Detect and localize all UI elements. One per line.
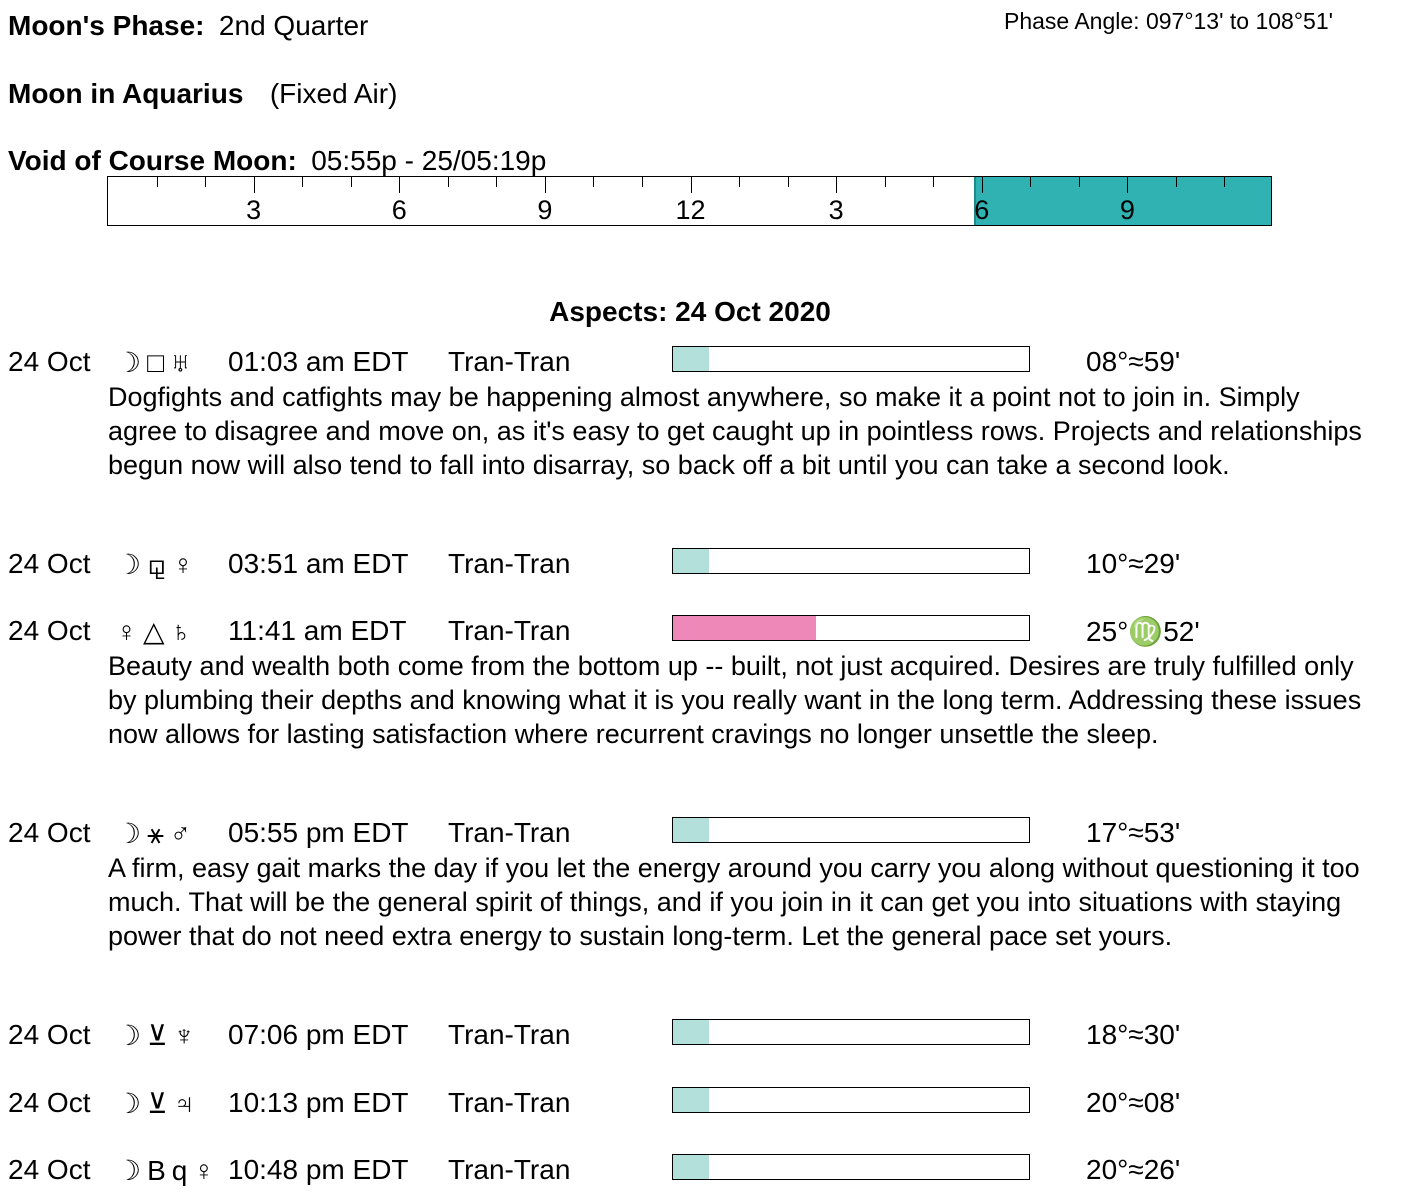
aspect-strength-bar [672, 615, 1030, 641]
aspect-strength-bar [672, 1019, 1030, 1045]
aspect-position: 08°≈59' [1086, 346, 1181, 377]
moon-sign-row [8, 78, 397, 110]
timeline-tick [545, 177, 546, 193]
aspect-date: 24 Oct [8, 1087, 91, 1118]
aspect-strength-fill [673, 347, 709, 371]
aspect-time: 03:51 am EDT [228, 548, 409, 579]
timeline-tick [254, 177, 255, 193]
aspect-date: 24 Oct [8, 548, 91, 579]
timeline-tick [933, 177, 934, 187]
timeline-tick [788, 177, 789, 187]
timeline-tick [593, 177, 594, 187]
aspect-type: Tran-Tran [448, 817, 571, 848]
timeline-hour-label: 3 [828, 195, 844, 225]
aspect-strength-bar [672, 1087, 1030, 1113]
phase-angle: Phase Angle: 097°13' to 108°51' [1004, 8, 1333, 34]
timeline-hour-label: 9 [1119, 195, 1135, 225]
aspect-time: 11:41 am EDT [228, 615, 407, 646]
timeline-tick [351, 177, 352, 187]
aspect-strength-fill [673, 1155, 709, 1179]
timeline-tick [1079, 177, 1080, 187]
aspect-position: 20°≈26' [1086, 1154, 1181, 1185]
aspect-strength-bar [672, 1154, 1030, 1180]
timeline-tick [739, 177, 740, 187]
aspect-date: 24 Oct [8, 1154, 91, 1185]
aspect-strength-fill [673, 549, 709, 573]
moon-phase-row [8, 10, 368, 42]
timeline-tick [157, 177, 158, 187]
aspect-strength-fill [673, 818, 709, 842]
aspect-type: Tran-Tran [448, 615, 571, 646]
aspect-strength-fill [673, 616, 816, 640]
aspect-strength-bar [672, 817, 1030, 843]
aspect-description: Dogfights and catfights may be happening almost anywhere, so make it a point not to join in. Simply agree to disagree and move on, as it's easy to get caught up in pointless rows. Projects and relationships begun now will also tend to fall into disarray, so back off a bit until you can take a second look. [108, 382, 1362, 480]
aspect-glyphs: ☽⊻♃ [116, 1088, 201, 1119]
aspect-strength-fill [673, 1088, 709, 1112]
moon-sign-value: (Fixed Air) [269, 78, 398, 109]
timeline-tick [302, 177, 303, 187]
moon-sign-label: Moon in Aquarius [8, 78, 244, 109]
aspect-description: Beauty and wealth both come from the bottom up -- built, not just acquired. Desires are truly fulfilled only by plumbing their depths and knowing what it is you really want in the long term. Addressing these issues now allows for lasting satisfaction where recurrent cravings no longer unsettle the sleep. [108, 651, 1362, 749]
timeline-hour-label: 12 [675, 195, 706, 225]
aspect-glyphs: ☽⊻♆ [116, 1020, 201, 1051]
aspects-heading: Aspects: 24 Oct 2020 [549, 296, 831, 327]
timeline-tick [982, 177, 983, 193]
aspect-position: 17°≈53' [1086, 817, 1181, 848]
aspect-position: 25°♍52' [1086, 616, 1200, 647]
timeline-tick [496, 177, 497, 187]
aspect-date: 24 Oct [8, 1019, 91, 1050]
aspect-glyphs: ☽⚹♂ [116, 818, 197, 849]
aspect-time: 07:06 pm EDT [228, 1019, 409, 1050]
aspect-date: 24 Oct [8, 615, 91, 646]
aspect-strength-fill [673, 1020, 709, 1044]
timeline-hour-label: 6 [391, 195, 407, 225]
timeline-tick [1224, 177, 1225, 187]
aspect-position: 18°≈30' [1086, 1019, 1181, 1050]
aspect-glyphs: ☽⚼♀ [116, 549, 200, 580]
timeline-tick [205, 177, 206, 187]
timeline-tick [836, 177, 837, 193]
timeline-tick [691, 177, 692, 193]
aspect-glyphs: ☽Bq♀ [116, 1155, 221, 1186]
aspect-position: 10°≈29' [1086, 548, 1181, 579]
aspect-type: Tran-Tran [448, 1154, 571, 1185]
timeline-tick [642, 177, 643, 187]
timeline-tick [399, 177, 400, 193]
timeline-hour-label: 9 [537, 195, 553, 225]
aspect-strength-bar [672, 346, 1030, 372]
moon-phase-value: 2nd Quarter [218, 10, 369, 41]
timeline-hour-label: 6 [974, 195, 990, 225]
aspect-type: Tran-Tran [448, 346, 571, 377]
aspect-type: Tran-Tran [448, 1019, 571, 1050]
timeline-tick [885, 177, 886, 187]
aspect-date: 24 Oct [8, 817, 91, 848]
aspect-glyphs: ♀△♄ [116, 616, 198, 647]
timeline-tick [1127, 177, 1128, 193]
void-of-course-row [8, 145, 546, 177]
aspect-time: 05:55 pm EDT [228, 817, 409, 848]
aspect-type: Tran-Tran [448, 1087, 571, 1118]
aspect-strength-bar [672, 548, 1030, 574]
void-of-course-timeline [107, 176, 1272, 226]
aspect-time: 10:48 pm EDT [228, 1154, 409, 1185]
timeline-tick [1176, 177, 1177, 187]
aspect-type: Tran-Tran [448, 548, 571, 579]
moon-phase-label: Moon's Phase: [8, 10, 205, 41]
aspect-date: 24 Oct [8, 346, 91, 377]
aspect-time: 10:13 pm EDT [228, 1087, 409, 1118]
void-of-course-value: 05:55p - 25/05:19p [311, 145, 547, 176]
void-of-course-label: Void of Course Moon: [8, 145, 297, 176]
timeline-hour-label: 3 [246, 195, 262, 225]
timeline-tick [1030, 177, 1031, 187]
aspect-description: A firm, easy gait marks the day if you let the energy around you carry you along without questioning it too much. That will be the general spirit of things, and if you join in it can get you into situations with staying power that do not need extra energy to sustain long-term. Let the general pace set yours. [108, 853, 1360, 951]
aspect-glyphs: ☽□♅ [116, 347, 198, 378]
timeline-tick [448, 177, 449, 187]
aspect-position: 20°≈08' [1086, 1087, 1181, 1118]
aspect-time: 01:03 am EDT [228, 346, 409, 377]
